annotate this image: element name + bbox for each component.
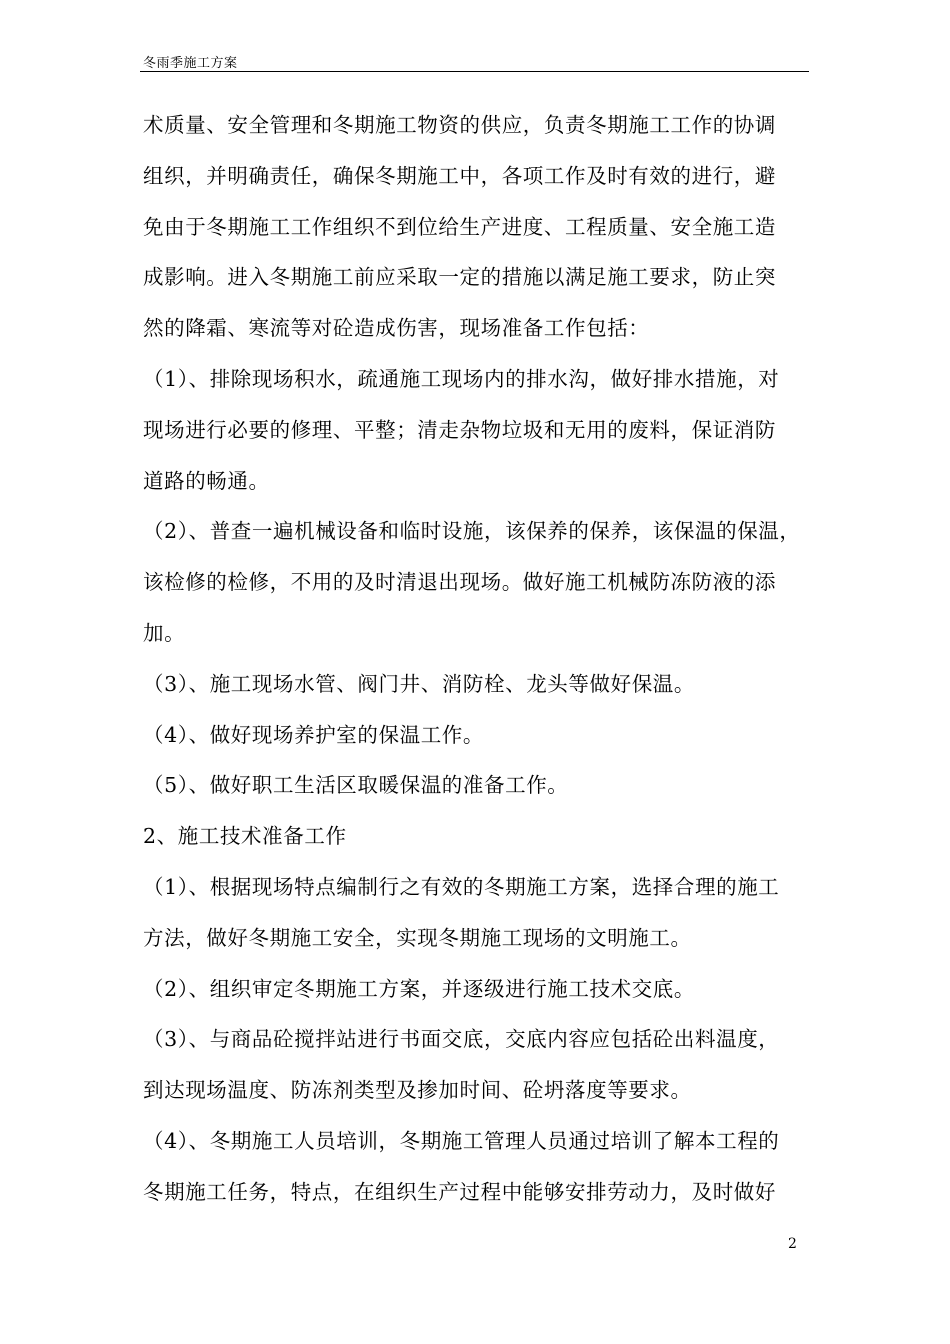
body-text [143,100,823,1218]
text-line: （3）、施工现场水管、阀门井、消防栓、龙头等做好保温。 [143,671,695,696]
text-line: 冬期施工任务，特点，在组织生产过程中能够安排劳动力，及时做好 [143,1179,776,1204]
text-line: （2）、组织审定冬期施工方案，并逐级进行施工技术交底。 [143,976,695,1001]
text-line: （4）、冬期施工人员培训，冬期施工管理人员通过培训了解本工程的 [143,1128,780,1153]
text-line: （4）、做好现场养护室的保温工作。 [143,722,484,747]
text-line: 免由于冬期施工工作组织不到位给生产进度、工程质量、安全施工造 [143,214,776,239]
text-line: 方法，做好冬期施工安全，实现冬期施工现场的文明施工。 [143,925,692,950]
running-header: 冬雨季施工方案 [143,56,238,71]
text-line: 加。 [143,620,186,645]
text-line: （2）、普查一遍机械设备和临时设施，该保养的保养，该保温的保温， [143,519,801,544]
page-number: 2 [788,1236,797,1252]
text-line: 道路的畅通。 [143,468,270,493]
text-line: （5）、做好职工生活区取暖保温的准备工作。 [143,773,569,798]
section-heading: 2、施工技术准备工作 [143,824,347,849]
text-line: 成影响。进入冬期施工前应采取一定的措施以满足施工要求，防止突 [143,265,776,290]
text-line: （1）、根据现场特点编制行之有效的冬期施工方案，选择合理的施工 [143,874,780,899]
text-line: （1）、排除现场积水，疏通施工现场内的排水沟，做好排水措施，对 [143,366,780,391]
text-line: 到达现场温度、防冻剂类型及掺加时间、砼坍落度等要求。 [143,1078,692,1103]
text-line: 然的降霜、寒流等对砼造成伤害，现场准备工作包括： [143,316,650,341]
text-line: （3）、与商品砼搅拌站进行书面交底，交底内容应包括砼出料温度， [143,1027,780,1052]
text-line: 术质量、安全管理和冬期施工物资的供应，负责冬期施工工作的协调 [143,113,776,137]
text-line: 该检修的检修，不用的及时清退出现场。做好施工机械防冻防液的添 [143,570,776,595]
text-line: 组织，并明确责任，确保冬期施工中，各项工作及时有效的进行，避 [143,163,776,188]
text-line: 现场进行必要的修理、平整；清走杂物垃圾和无用的废料，保证消防 [143,417,776,442]
header-rule [140,71,809,72]
